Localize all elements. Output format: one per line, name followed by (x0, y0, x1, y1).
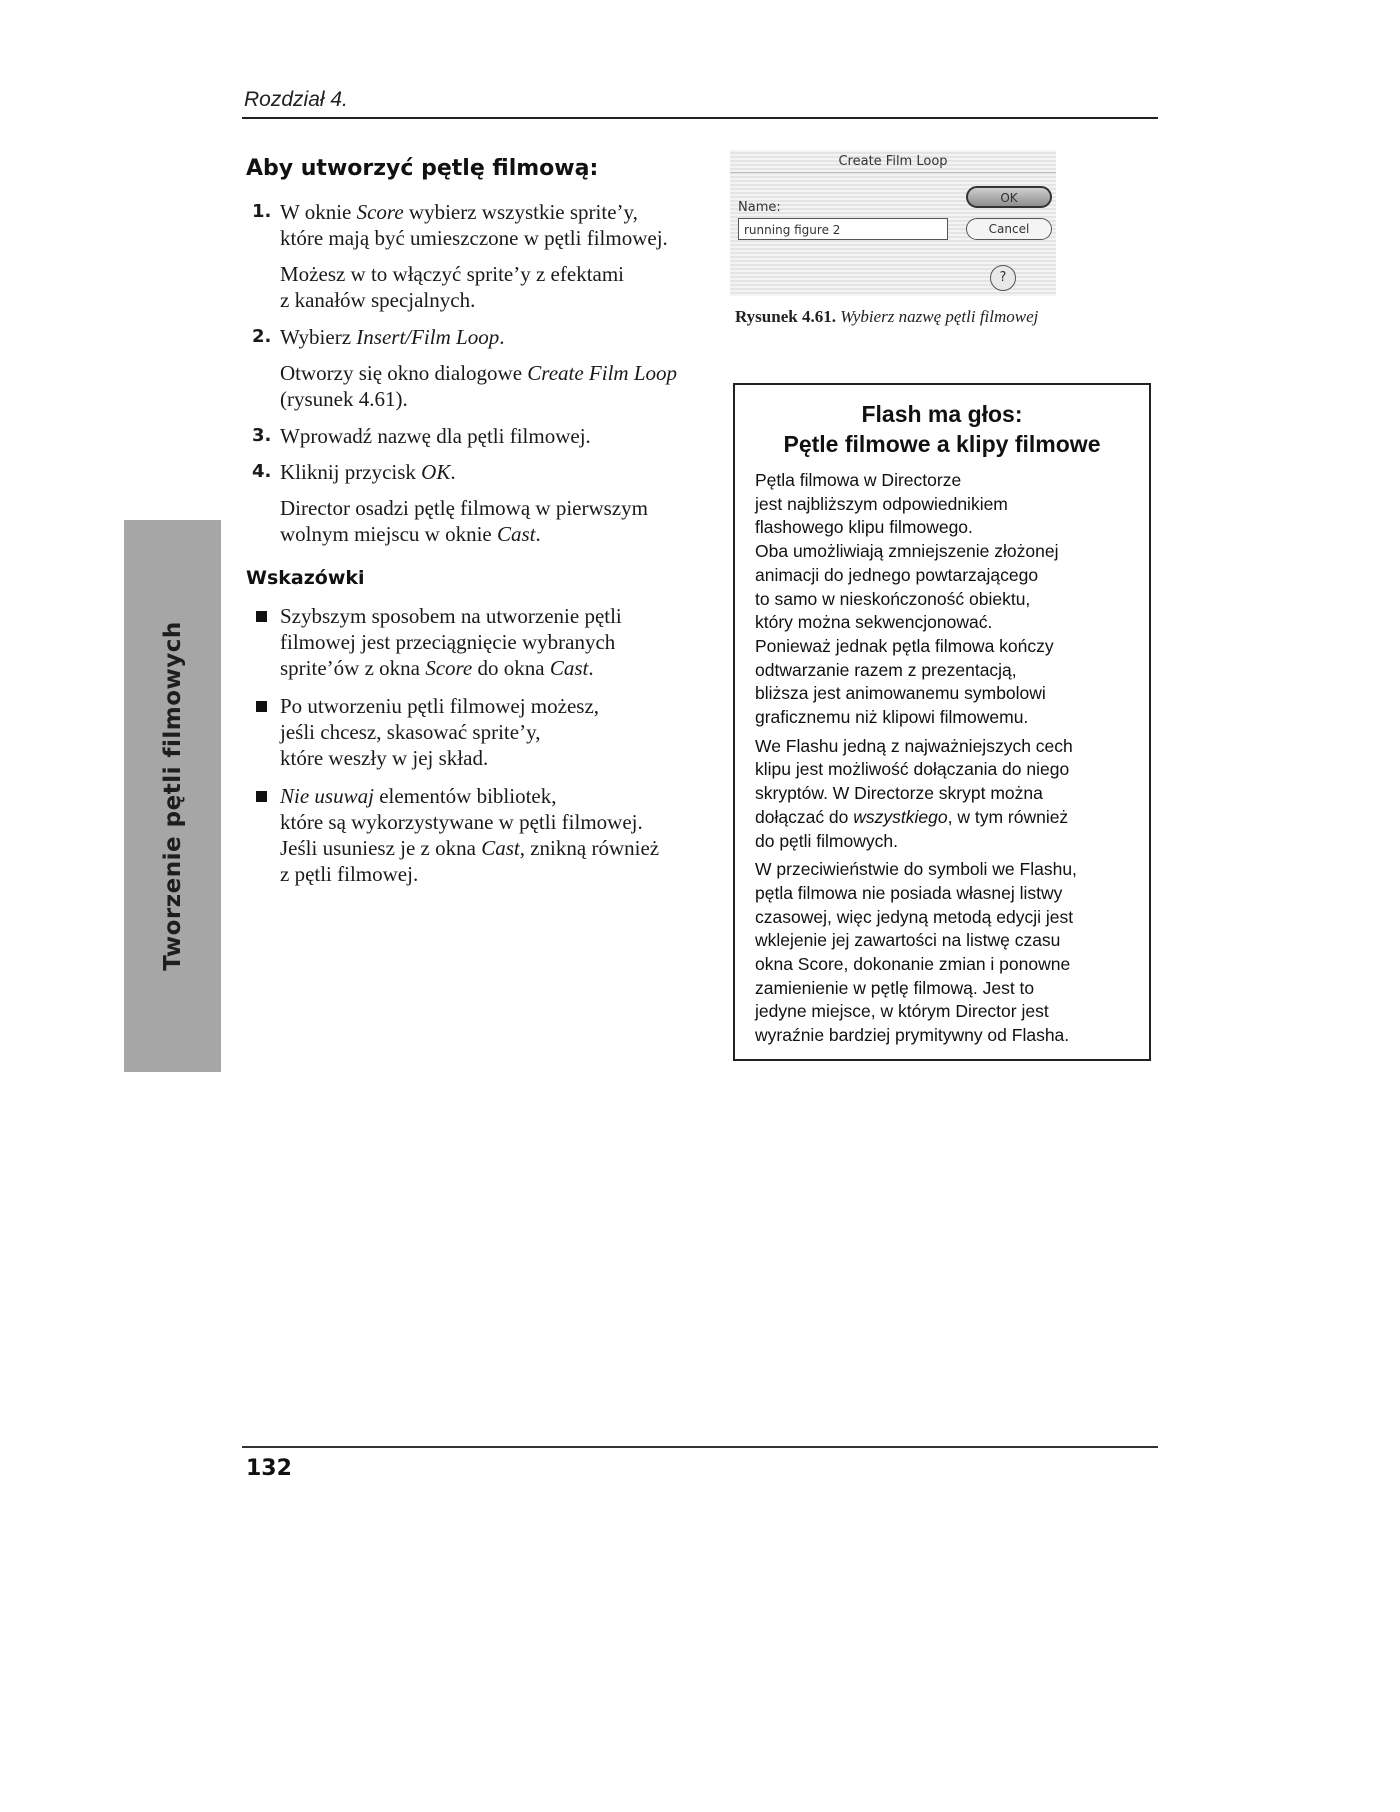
tip-italic: Score (425, 656, 473, 680)
sidebar-line: wklejenie jej zawartości na listwę czasu (755, 930, 1061, 951)
sidebar-line: odtwarzanie razem z prezentacją, (755, 659, 1017, 680)
sidebar-line: to samo w nieskończoność obiektu, (755, 588, 1031, 609)
sidebar-paragraph-2 (755, 735, 1129, 854)
page-number: 132 (246, 1456, 292, 1481)
sidebar-box (733, 383, 1151, 1061)
sidebar-line: animacji do jednego powtarzającego (755, 564, 1039, 585)
dialog-title-rule (730, 172, 1056, 173)
sidebar-line: zamienienie w pętlę filmową. Jest to (755, 977, 1035, 998)
side-section-tab (124, 520, 221, 1072)
note-text: wolnym miejscu w oknie (280, 522, 497, 546)
sidebar-line: czasowej, więc jedyną metodą edycji jest (755, 906, 1074, 927)
bullet-square-icon (256, 791, 267, 802)
tip-italic: Cast (549, 656, 589, 680)
figure-caption (735, 307, 1038, 327)
tip-3 (246, 783, 706, 887)
sidebar-line: Ponieważ jednak pętla filmowa kończy (755, 635, 1054, 656)
figure-label: Rysunek 4.61. (735, 307, 836, 326)
sidebar-italic: wszystkiego (853, 806, 948, 827)
tip-text: Jeśli usuniesz je z okna (280, 836, 482, 860)
tip-text: elementów bibliotek, (373, 784, 557, 808)
sidebar-line: wyraźnie bardziej prymitywny od Flasha. (755, 1025, 1070, 1046)
step-text: które mają być umieszczone w pętli filmowej. (280, 226, 668, 250)
tip-italic: Cast (481, 836, 520, 860)
sidebar-line: bliższa jest animowanemu symbolowi (755, 683, 1046, 704)
cancel-button[interactable]: Cancel (966, 218, 1052, 240)
step-text: W oknie (280, 200, 357, 224)
tip-text: jeśli chcesz, skasować sprite’y, (280, 720, 541, 744)
step-number: 3. (252, 425, 272, 446)
name-input[interactable]: running figure 2 (738, 218, 948, 240)
step-italic: Insert/Film Loop (356, 325, 500, 349)
step-text: Kliknij przycisk (280, 460, 422, 484)
step-1-note (246, 261, 706, 313)
sidebar-title-line: Pętle filmowe a klipy filmowe (783, 431, 1101, 457)
name-label: Name: (738, 200, 781, 215)
bullet-square-icon (256, 701, 267, 712)
tip-2 (246, 693, 706, 771)
sidebar-line: skryptów. W Directorze skrypt można (755, 783, 1043, 804)
tip-text: . (588, 656, 594, 680)
sidebar-line: klipu jest możliwość dołączania do niego (755, 759, 1070, 780)
sidebar-line: okna Score, dokonanie zmian i ponowne (755, 954, 1071, 975)
note-text: Otworzy się okno dialogowe (280, 361, 528, 385)
tips-heading: Wskazówki (246, 567, 365, 589)
tip-text: filmowej jest przeciągnięcie wybranych (280, 630, 616, 654)
step-text: . (499, 325, 505, 349)
sidebar-line: Pętla filmowa w Directorze (755, 470, 962, 490)
step-3 (246, 423, 706, 449)
tip-italic: Nie usuwaj (280, 784, 374, 808)
chapter-header: Rozdział 4. (244, 88, 348, 111)
sidebar-line: W przeciwieństwie do symboli we Flashu, (755, 859, 1077, 880)
side-section-label: Tworzenie pętli filmowych (159, 621, 186, 971)
note-text: (rysunek 4.61). (280, 387, 408, 411)
sidebar-line: Oba umożliwiają zmniejszenie złożonej (755, 541, 1059, 562)
sidebar-line: jest najbliższym odpowiednikiem (755, 493, 1008, 514)
ok-button[interactable]: OK (966, 186, 1052, 208)
step-italic: Score (356, 200, 404, 224)
sidebar-paragraph-3 (755, 858, 1129, 1048)
sidebar-line: flashowego klipu filmowego. (755, 517, 973, 538)
step-1 (246, 199, 706, 251)
tip-text: które są wykorzystywane w pętli filmowej. (280, 810, 643, 834)
sidebar-body (735, 459, 1149, 1048)
tip-text: sprite’ów z okna (280, 656, 426, 680)
sidebar-line: do pętli filmowych. (755, 830, 898, 851)
tip-text: Po utworzeniu pętli filmowej możesz, (280, 694, 600, 718)
step-text: wybierz wszystkie sprite’y, (403, 200, 638, 224)
sidebar-line: , w tym również (947, 806, 1069, 827)
step-number: 2. (252, 326, 272, 347)
sidebar-line: który można sekwencjonować. (755, 612, 993, 633)
note-italic: Cast (496, 522, 536, 546)
step-text: . (450, 460, 456, 484)
create-film-loop-dialog (730, 150, 1056, 296)
step-number: 1. (252, 201, 272, 222)
step-italic: OK (421, 460, 451, 484)
tip-text: do okna (472, 656, 550, 680)
step-text: Wprowadź nazwę dla pętli filmowej. (280, 424, 591, 448)
tip-1 (246, 603, 706, 681)
tip-text: Szybszym sposobem na utworzenie pętli (280, 604, 622, 628)
sidebar-paragraph-1 (755, 469, 1129, 730)
note-text: z kanałów specjalnych. (280, 288, 476, 312)
sidebar-title-line: Flash ma głos: (861, 401, 1023, 427)
sidebar-line: jedyne miejsce, w którym Director jest (755, 1001, 1049, 1022)
step-4 (246, 459, 706, 485)
note-text: Director osadzi pętlę filmową w pierwszym (280, 496, 648, 520)
footer-rule (242, 1446, 1158, 1448)
procedure-heading: Aby utworzyć pętlę filmową: (246, 156, 599, 181)
sidebar-line: dołączać do (755, 806, 854, 827)
help-button[interactable]: ? (990, 265, 1016, 291)
step-text: Wybierz (280, 325, 357, 349)
left-column (246, 156, 706, 899)
dialog-title: Create Film Loop (838, 154, 948, 169)
note-italic: Create Film Loop (527, 361, 678, 385)
step-2-note (246, 360, 706, 412)
sidebar-line: graficznemu niż klipowi filmowemu. (755, 707, 1029, 728)
bullet-square-icon (256, 611, 267, 622)
note-text: Możesz w to włączyć sprite’y z efektami (280, 262, 625, 286)
figure-text: Wybierz nazwę pętli filmowej (840, 307, 1039, 326)
tip-text: z pętli filmowej. (280, 862, 419, 886)
sidebar-line: pętla filmowa nie posiada własnej listwy (755, 882, 1063, 903)
step-4-note (246, 495, 706, 547)
sidebar-line: We Flashu jedną z najważniejszych cech (755, 735, 1073, 756)
step-number: 4. (252, 461, 272, 482)
header-rule (242, 117, 1158, 119)
tip-text: które weszły w jej skład. (280, 746, 489, 770)
sidebar-title (735, 399, 1149, 459)
tip-text: , znikną również (519, 836, 660, 860)
note-text: . (535, 522, 541, 546)
step-2 (246, 324, 706, 350)
